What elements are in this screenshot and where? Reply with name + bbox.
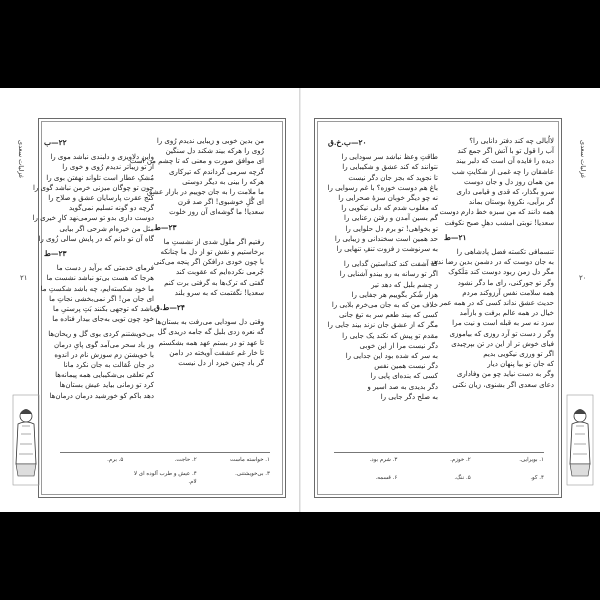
footnote: ۱. بویرایی. <box>519 457 544 463</box>
verse-line: ای موافق صورت و معنی که تا چشم من است <box>129 157 264 166</box>
column-left <box>328 136 438 407</box>
verse-line: به سرنوشت ز فزوت تنفِ تنهایی را <box>336 245 438 254</box>
ghazal <box>328 259 438 402</box>
verse-line: هزار شُکر بگوییم هر جفایی را <box>351 290 438 299</box>
verse-line: کم تعلقی بی‌شکیبایی همه پیمانه‌ها <box>55 371 154 380</box>
verse-line: ما ملامت را به جان جوییم در بازار عشق <box>146 188 264 197</box>
right-page <box>300 88 600 512</box>
verse-line: در جان عُقالت به جان نکرد مانا <box>63 361 154 370</box>
verse-line: وگر به دست نیاید چو من وفاداری <box>456 370 554 379</box>
verse-line: که جان تو بیا پنهان دیار <box>487 360 554 369</box>
verse-line: فرمای خدمتی که برآید ز دست ما <box>56 264 154 273</box>
verse-line: همه دانند که من سبزه‌ خط دارم دوست <box>439 208 554 217</box>
verse-line: هرکه را بینی به دیگر دوستی <box>182 177 264 186</box>
verse-line: کسی که بنده‌ای پایی را <box>370 372 438 381</box>
verse-line: ز چشم بلبل که دهد تیر <box>371 280 438 289</box>
verse-line: ای گُلِ خوشبوی! اگر صد قرن <box>177 198 264 207</box>
book-spread <box>0 88 600 512</box>
verse-line: جُرمی نکرده‌ایم که عقوبت کند <box>175 268 264 277</box>
verse-line: باغ هم دوست خوزه؟ با غم رسوایی را <box>327 183 438 192</box>
verse-line: تا نجوید که بجز جان دگر نیست <box>348 173 438 182</box>
verse-line: مگر دل زمن ربود دوست کند مَلَکوک <box>448 268 554 277</box>
verse-line: دیده را فایده آن است که دلبر بیند <box>455 157 554 166</box>
verse-line: سرو بگذار، که قدی و قیامی داری <box>456 188 554 197</box>
verse-line: دگر بدیدی به صد اسیر و <box>367 382 438 391</box>
ghazal <box>44 329 154 400</box>
verse-line: مگر که از عشق جان نزند بیند جایی را <box>327 321 438 330</box>
footnote: ۲. خوزم. <box>450 457 471 463</box>
verse-line: وگر تو جورکنی، رای ما دگر نشود <box>457 278 554 287</box>
footnote: ۲. حاجت. <box>174 457 197 463</box>
verse-line: واین دلاویزی و دلبندی نباشد موی را <box>50 153 154 162</box>
running-head: غزلیات سعدی <box>17 140 25 179</box>
verse-line: خیال در همه عالم برفت و بازآمد <box>459 309 554 318</box>
verse-line: به صلح دگر جایی را <box>380 392 438 401</box>
ghazal <box>430 232 554 390</box>
verse-line: سعدیا! نوبتی امشب دهلِ صبح نکوفت <box>444 218 554 227</box>
left-page <box>0 88 300 512</box>
ghazal <box>439 136 554 228</box>
verse-line: جون تو چوگان میزنی خرمن نباشد گوی را <box>32 183 154 192</box>
ghazal-title: ۲۰—ب.خ.ق <box>328 138 367 147</box>
verse-line: هرجا که هست بی‌تو نباشد نشست ما <box>46 274 154 283</box>
verse-line: اگر تو رسانه به رو بیندو آشنایی را <box>339 270 438 279</box>
ghazal-title: ۲۴—ط.ق <box>154 303 185 313</box>
verse-line: تا خار غم عشقت آویخته در دامن <box>169 348 264 357</box>
footnote: ۶. قسمه. <box>375 475 398 481</box>
verse-line: سزد نه سر به قبله است و نیت مرا <box>452 319 554 328</box>
verse-line: خود چون تویی به‌جای بیدار فتاده ما <box>52 315 154 324</box>
verse-line: به جان دوست که در دشمن بدین رضا ندهد <box>430 258 554 267</box>
verse-line: من بدین خوبی و زیبایی ندیدم رُوی را <box>156 137 264 145</box>
footnotes <box>330 456 544 492</box>
verse-line: تنسمافی تکسته فضل پادشاهی را <box>456 248 554 257</box>
verse-line: که مغلوب شدم که دلی نیکویی را <box>341 204 438 213</box>
verse-line: نه چو دیگر خوبان سزهٔ صحرایی را <box>338 194 438 203</box>
footnote: ۳. شرم بود. <box>369 457 398 463</box>
verse-line: با چون خودی درافکن اگر پنجه می‌کنی <box>153 258 264 267</box>
verse-line: حد همین است سخندانی و زیبایی را <box>334 234 438 243</box>
footnote: ۱. خواسته ماست <box>230 457 270 463</box>
verse-line: دعای سعدی اگر بشنوی، زیان نکنی <box>452 380 554 389</box>
verse-line: که آشفت کند کنداستین گدایی را <box>343 260 438 269</box>
footnote-rule <box>60 452 270 453</box>
verse-line: اگر تو ورزی نیکویی بدیم <box>483 350 554 359</box>
verse-line: تو بخواهی! تو برم دل حلوایی را <box>345 224 438 233</box>
verse-line: طاقتِ وعظ نباشد سر سودایی را <box>341 153 438 162</box>
poet-portrait-ornament-icon <box>566 394 594 486</box>
verse-line: کسی که بیند طعم سر به تیغ جانی <box>339 311 438 320</box>
verse-line: وز باد سحر می‌آمد گوی پایِ درمان <box>53 340 154 349</box>
verse-line: دوست داری بدو تو سرمی‌نهد کارِ خیری را <box>32 214 154 223</box>
verse-line: به سر که شده بود این جدایی را <box>345 352 438 361</box>
footnote: ۵. برم. <box>107 457 124 463</box>
verse-line: گرچه دو گونه تسلیم نمی‌گوید <box>68 204 154 213</box>
verse-line: گفتی که ترک‌ها به گرفتی برت کنم <box>164 278 264 287</box>
footnote: ۵. ننگ. <box>454 475 471 481</box>
poet-portrait-ornament-icon <box>12 394 40 486</box>
verse-line: آب را قول تو با آتش اگر جمع کند <box>457 147 554 156</box>
verse-line: گرچه سرمی گرداندم که تیرکاری <box>168 167 264 176</box>
ghazal-title: ۲۳—ط <box>44 249 67 259</box>
ghazal-title: ۲۳—ط <box>154 222 177 232</box>
verse-line: رفتیم اگر ملول شدی از نشستِ ما <box>163 237 264 246</box>
page-number: ۲۰ <box>579 274 587 282</box>
ghazal-title: ۲۲—ب <box>44 138 67 147</box>
verse-line: دگر نیست مرا از این خوبی <box>359 341 438 350</box>
verse-line: از تو زیباتر ندیدم رُوی و خوی را <box>62 163 154 172</box>
verse-line: رُوی را هرکه بیند شکند دل سنگین <box>165 147 264 156</box>
verse-line: همه سلامت نفس آرزوکند مردم <box>462 288 554 297</box>
footnotes <box>56 456 270 492</box>
verse-line: دهد باکم کو خورشید درمان درمان‌ها <box>49 391 154 400</box>
ghazal <box>32 138 154 244</box>
column-left <box>32 136 154 406</box>
running-head: غزلیات سعدی <box>579 140 587 179</box>
verse-line: مُشکِ عطار است تلواند نهفتن بوی را <box>46 173 154 182</box>
verse-line: وگر ز دست تو آرد روزی که بیاموزی <box>449 329 554 338</box>
verse-line: تا عهد تو در بستم عهد همه بشکستم <box>158 338 264 347</box>
page-number: ۲۱ <box>20 274 28 282</box>
verse-line: برخاستیم و نقش تو از دل ما چنانکه <box>160 248 264 257</box>
ghazal <box>154 303 264 368</box>
column-right <box>430 136 554 395</box>
verse-line: نتوانند که کند عشق و شکیبایی را <box>342 163 438 172</box>
ghazal-title: ۲۱—ط <box>444 232 467 242</box>
verse-line: گم بسین آمدن و رفتن رعنایی را <box>344 214 438 223</box>
verse-line: حدیث عشق نداند کسی که در همه عمر <box>439 299 554 308</box>
verse-line: خلاف من که به جان می‌خرم بلایی را <box>331 301 438 310</box>
verse-line: مقدم تو پیش که نکند یک جایی را <box>342 331 438 340</box>
verse-line: مثل من خیره‌ام شرحی اگر بیایی <box>59 224 154 233</box>
verse-line: گر باد چنین خیزد از دل نیست <box>178 359 264 368</box>
verse-line: لااُبالی چه کند دفتر دانایی را؟ <box>469 137 554 145</box>
verse-line: بی‌خویشتنم کردی بوی گل و ریحان‌ها <box>48 330 154 339</box>
verse-line: وقتی دل سودایی می‌رفت به بستان‌ها <box>155 318 264 327</box>
verse-line: گر برآیی، نکروهٔ بوستان بماند <box>468 198 554 207</box>
ghazal <box>40 249 154 324</box>
footnote: ۴. کو. <box>530 475 544 481</box>
footnote-rule <box>334 452 544 453</box>
verse-line: عاشقان را چه غمی از شکایتِ شب <box>451 167 554 176</box>
column-right <box>129 136 264 373</box>
footnote: ۴. عیش و طرب آلوده ای لا لام. <box>133 471 197 485</box>
verse-line: با خویشتن زم سوزش نام در اندوه <box>54 350 154 359</box>
ghazal <box>154 223 264 298</box>
verse-line: من همان روز دل و جان دوست <box>463 177 554 186</box>
verse-line: سعدیا! نگفتمت که به سرو بلند <box>174 288 264 297</box>
ghazal <box>129 136 264 218</box>
verse-line: گه نعره زدی بلبل گه جامه دریدی گل <box>157 328 264 337</box>
verse-line: گاه آن تو دانم که در پایش سالی زُوی را <box>38 234 154 243</box>
verse-line: ای جان من! اگر نمی‌بخشی نجاتِ ما <box>49 294 154 303</box>
verse-line: فیای خوش تر از این در تن بپرچیدی <box>451 339 554 348</box>
ghazal <box>328 138 438 254</box>
footnote <box>56 470 123 492</box>
verse-line: دگر نیست همین نفس <box>374 362 438 371</box>
verse-line: سعدیا! ما گوشه‌ای آن روز خلوت <box>169 208 264 217</box>
verse-line: ما خود شکسته‌ایم، چه باشد شکستِ ما <box>40 284 154 293</box>
verse-line: کنج عقرت پارسایان عشق و صلاح را <box>48 194 154 203</box>
verse-line: کرد تو زمانی بیاید عیش بستان‌ها <box>59 381 154 390</box>
verse-line: باشد که توجهی بکنند بَتِ پرستیِ ما <box>52 305 154 314</box>
footnote: ۳. بی‌خویشتنی. <box>235 471 270 477</box>
